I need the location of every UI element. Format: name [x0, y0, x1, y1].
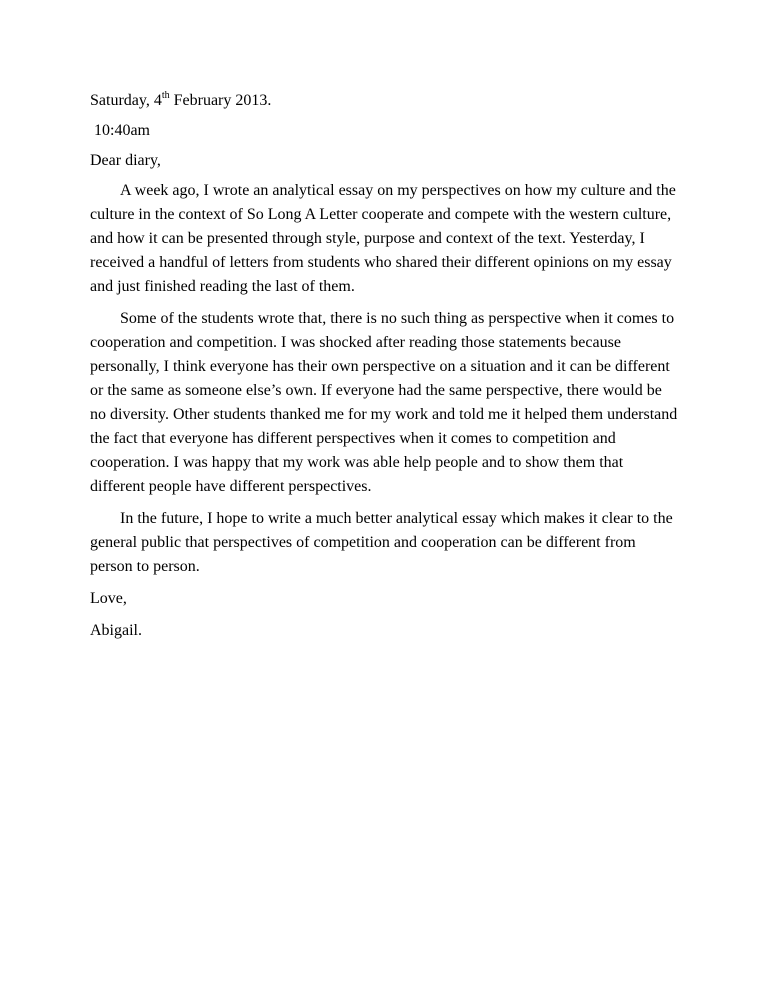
paragraph-2: Some of the students wrote that, there is no such thing as perspective when it comes to cooperation and competition. I was shocked after reading those statements because personally, I think everyone has their own perspective on a situation and it can be different or the same as someone else’s own. If everyone had the same perspective, there would be no diversity. Other students thanked me for my work and told me it helped them understand the fact that everyone has different perspectives when it comes to competition and cooperation. I was happy that my work was able help people and to show them that different people have different perspectives. [90, 310, 678, 495]
entry-date-day: Saturday, 4 [90, 92, 162, 109]
signature: Abigail. [90, 622, 142, 639]
paragraph-3: In the future, I hope to write a much better analytical essay which makes it clear to the general public that perspectives of competition and cooperation can be different from person to person. [90, 510, 673, 575]
entry-time: 10:40am [94, 122, 150, 139]
salutation: Dear diary, [90, 152, 161, 169]
paragraph-1: A week ago, I wrote an analytical essay on my perspectives on how my culture and the culture in the context of So Long A Letter cooperate and compete with the western culture, and how it can be presented through style, purpose and context of the text. Yesterday, I received a handful of letters from students who shared their different opinions on my essay and just finished reading the last of them. [90, 182, 676, 295]
entry-date-ordinal: th [161, 89, 170, 101]
entry-date-month-year: February 2013. [169, 92, 272, 109]
closing: Love, [90, 590, 127, 607]
entry-date [90, 89, 680, 113]
diary-page [90, 89, 680, 643]
